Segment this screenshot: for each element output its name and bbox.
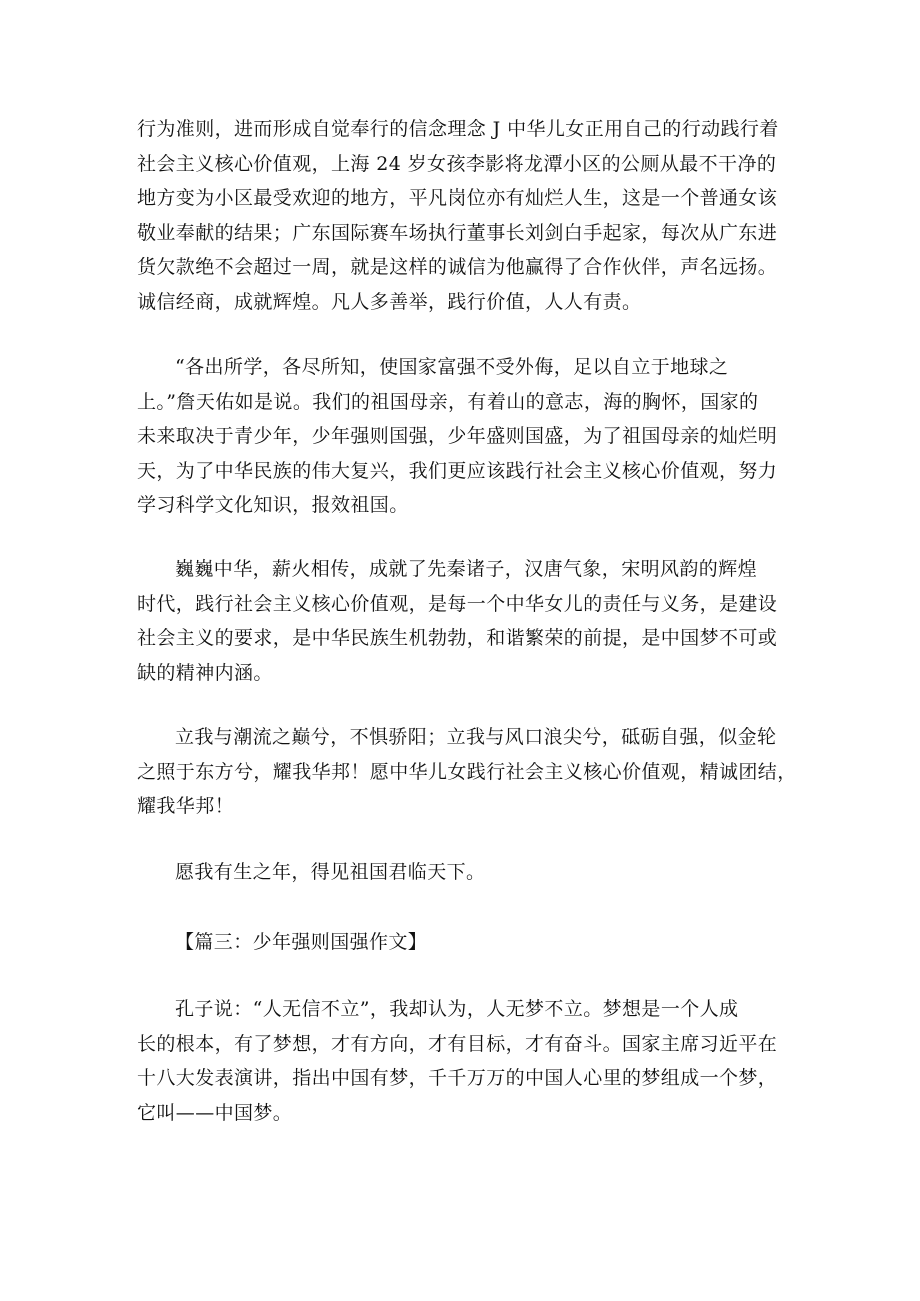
paragraph-majestic-china [137, 552, 797, 690]
paragraph-confucius-dream [137, 992, 797, 1130]
text-line: 诚信经商，成就辉煌。凡人多善举，践行价值，人人有责。 [137, 290, 642, 313]
text-line: 天，为了中华民族的伟大复兴，我们更应该践行社会主义核心价值观，努力 [137, 459, 778, 482]
text-line: 未来取决于青少年，少年强则国强，少年盛则国盛，为了祖国母亲的灿烂明 [137, 425, 778, 447]
paragraph-zhan-tianyou-quote [137, 350, 797, 523]
text-line: 巍巍中华，薪火相传，成就了先秦诸子，汉唐气象，宋明风韵的辉煌 [175, 558, 758, 580]
paragraph-wish [137, 855, 797, 890]
text-line: 社会主义的要求，是中华民族生机勃勃，和谐繁荣的前提，是中国梦不可或 [137, 627, 778, 649]
text-line: 立我与潮流之巅兮，不惧骄阳；立我与风口浪尖兮，砥砺自强，似金轮 [175, 726, 777, 748]
text-line: “各出所学，各尽所知，使国家富强不受外侮，足以自立于地球之 [175, 356, 729, 378]
paragraph-integrity-examples [137, 112, 797, 319]
text-line: 孔子说：“人无信不立”，我却认为，人无梦不立。梦想是一个人成 [175, 998, 739, 1020]
section-title: 【篇三：少年强则国强作文】 [175, 931, 428, 953]
text-line: 上。”詹天佑如是说。我们的祖国母亲，有着山的意志，海的胸怀，国家的 [137, 390, 759, 413]
text-line: 之照于东方兮，耀我华邦！愿中华儿女践行社会主义核心价值观，精诚团结， [137, 760, 797, 783]
text-line: 货欠款绝不会超过一周，就是这样的诚信为他赢得了合作伙伴，声名远扬。 [137, 256, 778, 278]
paragraph-stand-at-peak [137, 720, 797, 824]
text-line: 社会主义核心价值观，上海 24 岁女孩李影将龙潭小区的公厕从最不干净的 [137, 152, 777, 175]
text-line: 学习科学文化知识，报效祖国。 [137, 494, 409, 516]
text-line: 敬业奉献的结果；广东国际赛车场执行董事长刘剑白手起家，每次从广东进 [137, 221, 778, 244]
text-line: 十八大发表演讲，指出中国有梦，千千万万的中国人心里的梦组成一个梦， [137, 1067, 778, 1089]
text-line: 耀我华邦！ [137, 795, 235, 817]
section-heading [137, 925, 797, 960]
text-line: 它叫——中国梦。 [137, 1101, 293, 1124]
text-line: 地方变为小区最受欢迎的地方，平凡岗位亦有灿烂人生，这是一个普通女该 [137, 187, 778, 209]
text-line: 愿我有生之年，得见祖国君临天下。 [175, 861, 486, 883]
text-line: 时代，践行社会主义核心价值观，是每一个中华女儿的责任与义务，是建设 [137, 592, 778, 615]
text-line: 长的根本，有了梦想，才有方向，才有目标，才有奋斗。国家主席习近平在 [137, 1032, 778, 1055]
text-line: 行为准则，进而形成自觉奉行的信念理念 J 中华儿女正用自己的行动践行着 [137, 118, 779, 140]
text-line: 缺的精神内涵。 [137, 661, 273, 684]
